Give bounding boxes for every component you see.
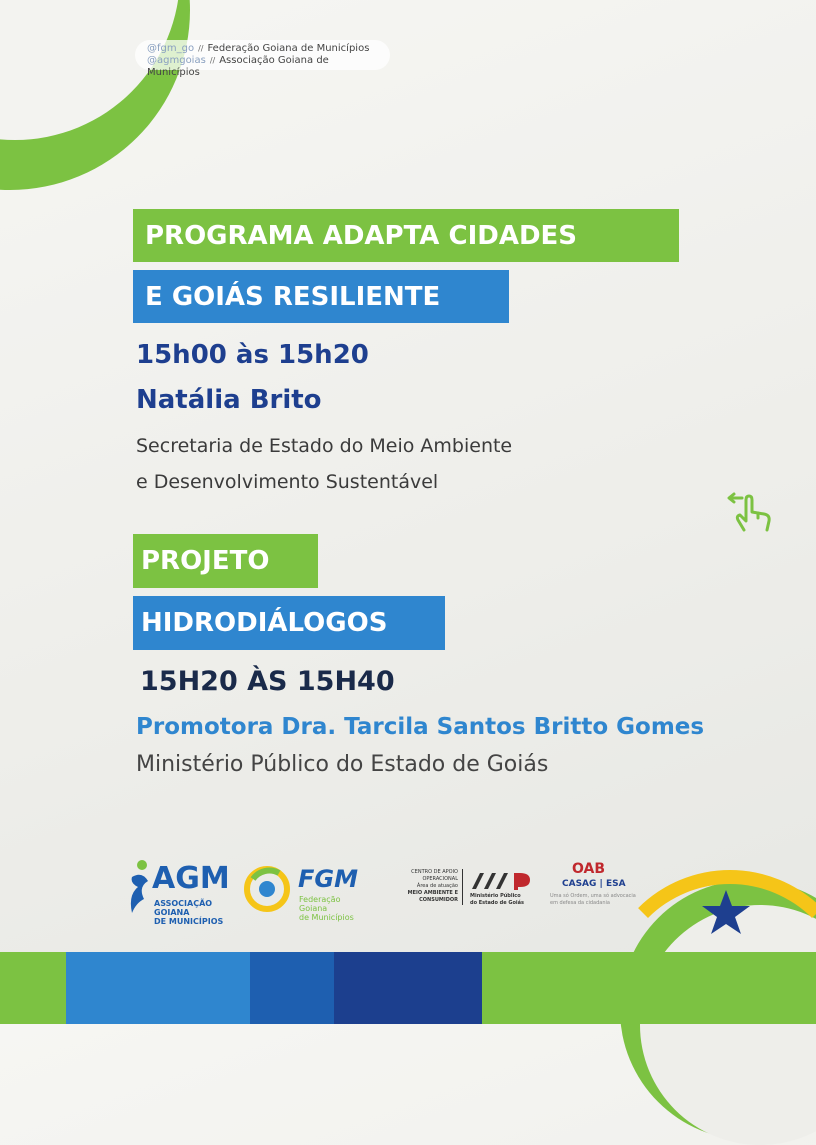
fgm-org-name: Federação Goiana de Municípios	[207, 43, 370, 54]
session1-title-line2: E GOIÁS RESILIENTE	[133, 270, 509, 323]
mp-goias-logo	[378, 869, 543, 913]
fgm-handle[interactable]: @fgm_go	[147, 43, 195, 54]
mp-line1: Ministério Público	[470, 893, 521, 899]
header-line-2	[147, 55, 378, 79]
session1-speaker: Natália Brito	[136, 385, 322, 415]
session2-title-line1: PROJETO	[133, 534, 318, 588]
fgm-subtitle-line1: Federação Goiana	[299, 895, 341, 913]
separator: //	[198, 44, 204, 53]
session2-speaker: Promotora Dra. Tarcila Santos Britto Gomes	[136, 714, 705, 740]
fgm-wordmark: FGM	[298, 865, 358, 893]
session2-title-line2: HIDRODIÁLOGOS	[133, 596, 445, 650]
casag-esa-text: CASAG | ESA	[562, 879, 626, 889]
caop-text	[378, 869, 458, 904]
fgm-subtitle-line2: de Municípios	[299, 913, 354, 922]
session2-time: 15H20 ÀS 15H40	[140, 666, 395, 697]
agm-subtitle	[154, 899, 233, 926]
agm-subtitle-line2: DE MUNICÍPIOS	[154, 917, 224, 926]
oab-wordmark: OAB	[572, 861, 606, 877]
oab-casag-logo	[550, 861, 646, 921]
caop-line2: Área de atuação	[416, 883, 458, 889]
stripe-segment	[482, 952, 816, 1024]
stripe-segment	[334, 952, 482, 1024]
fgm-logo	[243, 863, 368, 923]
session2-department: Ministério Público do Estado de Goiás	[136, 752, 549, 777]
agm-handle[interactable]: @agmgoias	[147, 55, 206, 66]
oab-tagline-line2: em defesa da cidadania	[550, 900, 610, 906]
mp-line2: do Estado de Goiás	[470, 900, 524, 906]
session1-department-line2: e Desenvolvimento Sustentável	[136, 471, 439, 493]
session1-department	[136, 428, 512, 500]
stripe-segment	[250, 952, 334, 1024]
header-line-1	[147, 43, 378, 55]
divider	[462, 869, 463, 905]
caop-line3: MEIO AMBIENTE E	[407, 890, 458, 896]
partner-logos	[128, 855, 648, 925]
social-header	[135, 40, 390, 78]
agm-wordmark: AGM	[152, 861, 230, 896]
fgm-emblem-icon	[243, 865, 291, 913]
oab-tagline	[550, 893, 636, 907]
stripe-segment	[66, 952, 250, 1024]
star-icon	[700, 888, 752, 936]
oab-tagline-line1: Uma só Ordem, uma só advocacia	[550, 893, 636, 899]
separator: //	[209, 56, 216, 65]
session1-department-line1: Secretaria de Estado do Meio Ambiente	[136, 435, 513, 457]
swipe-hand-icon	[724, 490, 774, 536]
bottom-color-stripe	[0, 952, 816, 1024]
caop-line4: CONSUMIDOR	[419, 897, 458, 903]
agm-logo	[128, 855, 233, 925]
stripe-segment	[0, 952, 66, 1024]
mp-emblem-icon	[468, 869, 538, 891]
caop-line1: CENTRO DE APOIO OPERACIONAL	[411, 869, 458, 882]
agm-subtitle-line1: ASSOCIAÇÃO GOIANA	[154, 899, 213, 917]
mp-text	[470, 893, 524, 907]
agm-figure-icon	[128, 859, 152, 915]
session1-time: 15h00 às 15h20	[136, 340, 369, 370]
agm-org-name: Associação Goiana de Municípios	[147, 55, 329, 78]
fgm-subtitle	[299, 895, 368, 922]
session1-title-line1: PROGRAMA ADAPTA CIDADES	[133, 209, 679, 262]
